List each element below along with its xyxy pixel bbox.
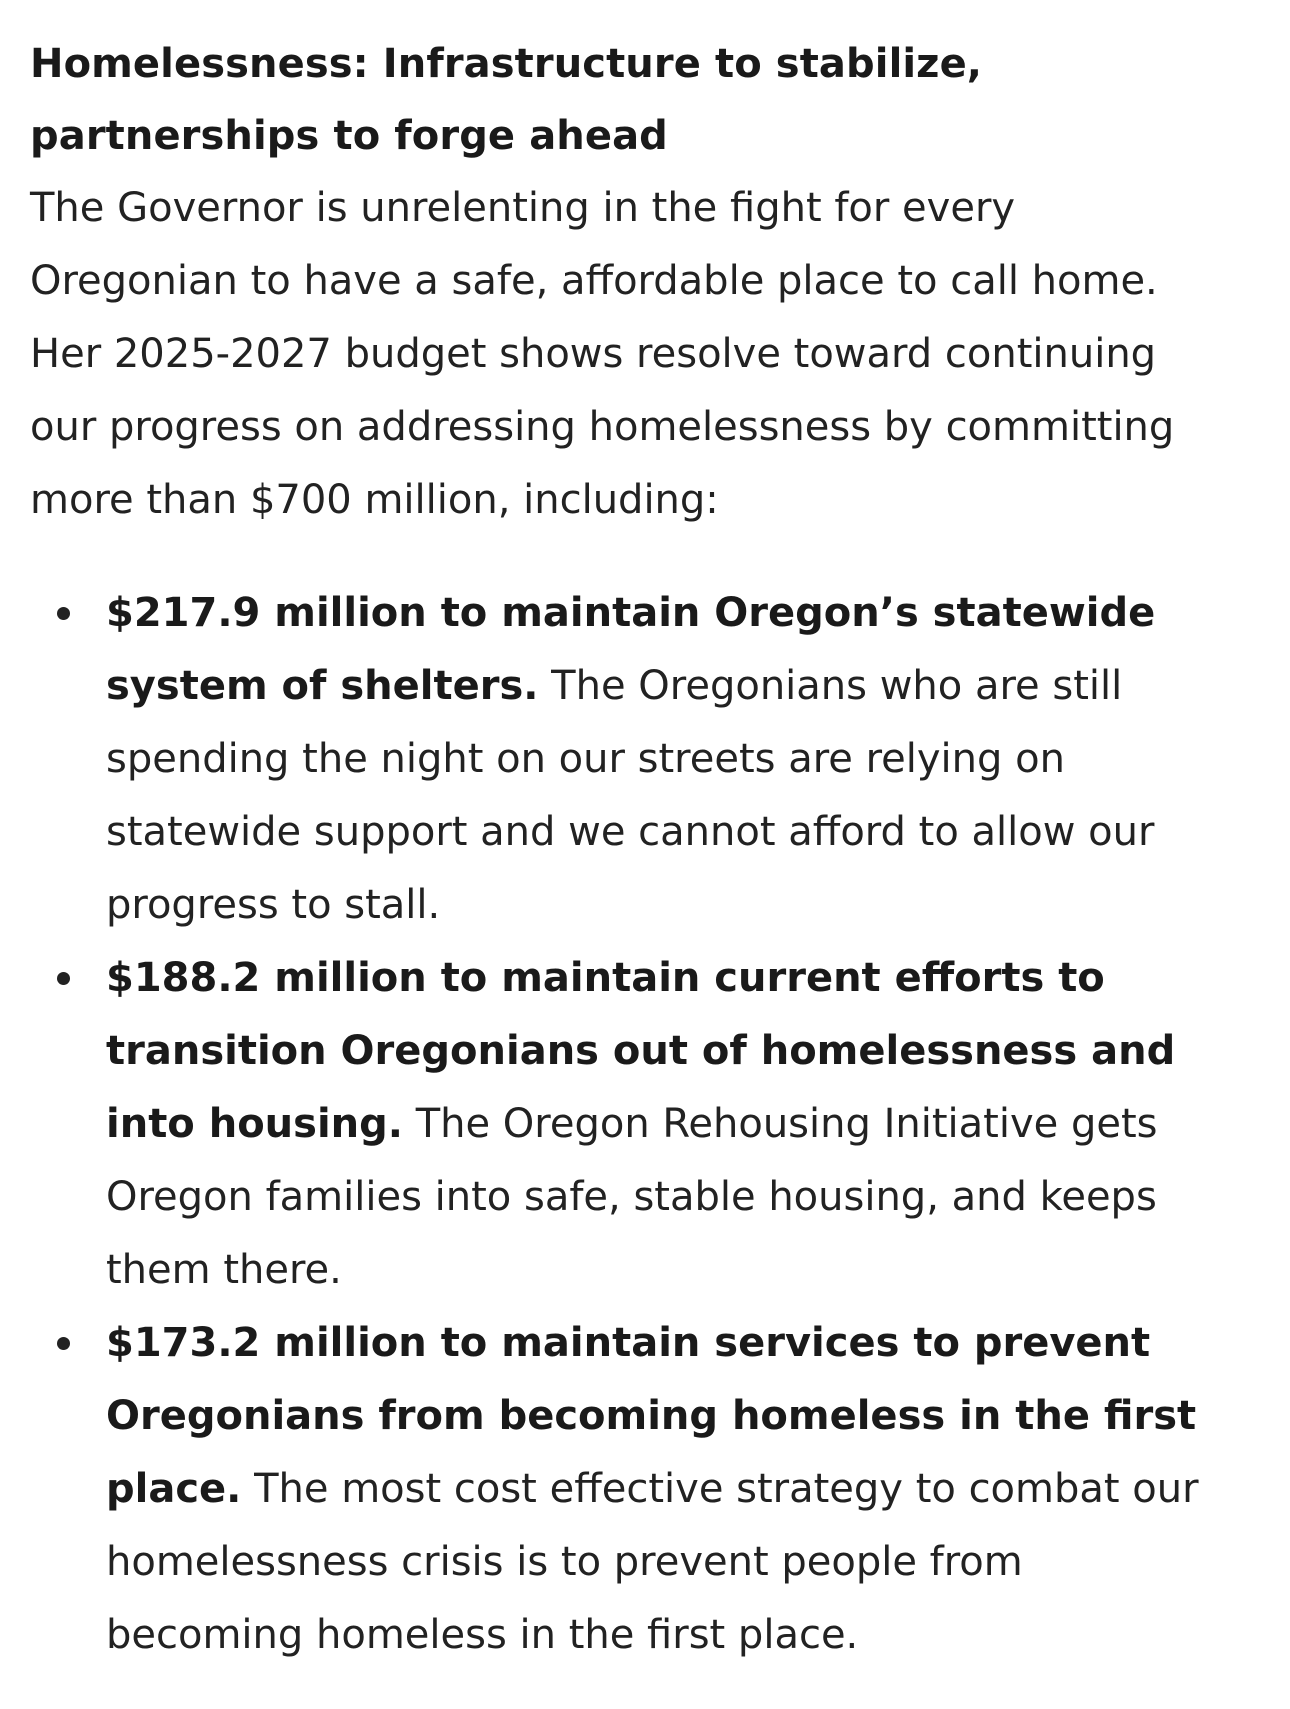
list-item — [30, 577, 1230, 942]
list-item-text: The most cost effective strategy to combat our homelessness crisis is to prevent people from becoming homeless in the first place. — [106, 1466, 1199, 1658]
budget-list — [30, 577, 1230, 1672]
intro-paragraph: The Governor is unrelenting in the fight for every Oregonian to have a safe, affordable place to call home. Her 2025-2027 budget shows resolve toward continuing our progress on addressing homelessness by committing more than $700 million, including: — [30, 185, 1175, 523]
bullet-icon — [57, 607, 70, 620]
bullet-icon — [57, 1337, 70, 1350]
list-item-text: The Oregonians who are still spending the night on our streets are relying on statewide support and we cannot afford to allow our progress to stall. — [106, 663, 1155, 928]
list-item-highlight: $173.2 million to maintain services to prevent Oregonians from becoming homeless in the first place. — [106, 1320, 1197, 1512]
section-heading: Homelessness: Infrastructure to stabilize, partnerships to forge ahead — [30, 41, 983, 159]
list-item — [30, 1307, 1230, 1672]
bullet-icon — [57, 972, 70, 985]
list-item-highlight: $217.9 million to maintain Oregon’s statewide system of shelters. — [106, 590, 1156, 709]
list-item — [30, 942, 1230, 1307]
list-item-highlight: $188.2 million to maintain current efforts to transition Oregonians out of homelessness and into housing. — [106, 955, 1176, 1147]
list-item-text: The Oregon Rehousing Initiative gets Oregon families into safe, stable housing, and keeps them there. — [106, 1101, 1158, 1293]
